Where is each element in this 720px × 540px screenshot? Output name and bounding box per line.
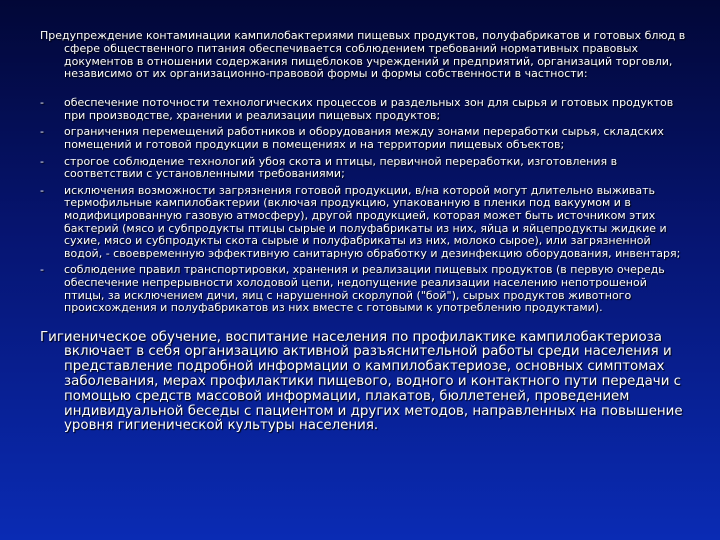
bullet-marker: - <box>40 183 44 197</box>
list-item-text: строгое соблюдение технологий убоя скота и птицы, первичной переработки, изготовления в соответствии с установленными требованиями; <box>64 154 618 181</box>
intro-paragraph: Предупреждение контаминации кампилобактериями пищевых продуктов, полуфабрикатов и готовых блюд в сфере общественного питания обеспечивается соблюдением требований нормативных правовых документов в отношении содержания пищеблоков учреждений и предприятий, организаций торговли, независимо от их организационно-правовой формы и формы собственности в частности: <box>40 29 686 81</box>
list-item-text: соблюдение правил транспортировки, хранения и реализации пищевых продуктов (в первую очередь обеспечение непрерывности холодовой цепи, недопущение реализации населению непотрошеной птицы, за исключением дичи, яиц с нарушенной скорлупой ("бой"), сырых продуктов животного происхождения и полуфабрикатов из них вместе с готовыми к употреблению продуктами). <box>64 263 665 315</box>
list-item <box>40 126 690 151</box>
list-item <box>40 185 690 261</box>
requirements-list <box>40 97 690 315</box>
list-item-text: обеспечение поточности технологических процессов и раздельных зон для сырья и готовых продуктов при производстве, хранении и реализации пищевых продуктов; <box>64 96 674 122</box>
closing-paragraph: Гигиеническое обучение, воспитание населения по профилактике кампилобактериоза включает в себя организацию активной разъяснительной работы среди населения и представление подробной информации о кампилобактериозе, основных симптомах заболевания, мерах профилактики пищевого, водного и контактного пути передачи с помощью средств массовой информации, плакатов, бюллетеней, проведением индивидуальной беседы с пациентом и других методов, направленных на повышение уровня гигиенической культуры населения. <box>40 329 683 434</box>
bullet-marker: - <box>40 263 44 277</box>
list-item <box>40 264 690 314</box>
bullet-marker: - <box>40 125 44 139</box>
list-item <box>40 156 690 181</box>
list-item-text: исключения возможности загрязнения готовой продукции, в/на которой могут длительно выживать термофильные кампилобактерии (включая продукцию, упакованную в пленки под вакуумом и в модифицированную газовую атмосферу), другой продукцией, которая может быть источником этих бактерий (мясо и субпродукты птицы сырые и полуфабрикаты из них, яйца и яйцепродукты жидкие и сухие, мясо и субпродукты скота сырые и полуфабрикаты из них, молоко сырое), или загрязненной водой, - своевременную эффективную санитарную обработку и дезинфекцию оборудования, инвентаря; <box>64 183 681 260</box>
bullet-marker: - <box>40 154 44 168</box>
list-item <box>40 97 690 122</box>
bullet-marker: - <box>40 96 44 110</box>
list-item-text: ограничения перемещений работников и оборудования между зонами переработки сырья, складских помещений и готовой продукции в помещениях и на территории пищевых объектов; <box>64 125 664 151</box>
